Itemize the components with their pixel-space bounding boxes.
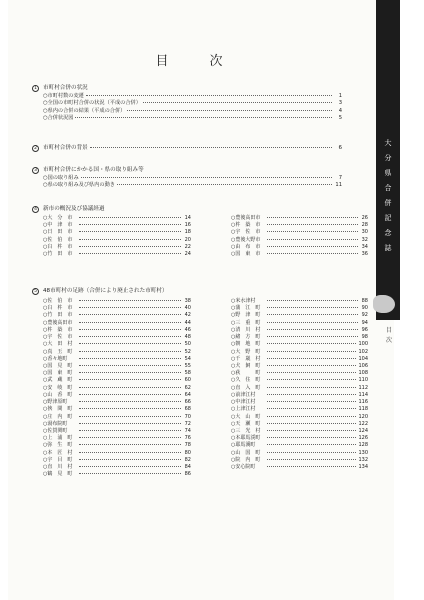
dot-leader [79, 372, 181, 373]
dot-leader [79, 423, 181, 424]
entry-label: ○香々地町 [43, 355, 68, 362]
dot-leader [79, 473, 181, 474]
dot-leader [79, 307, 181, 308]
entry-page-number: 100 [358, 341, 368, 348]
entry-label: ○宇 佐 市 [43, 334, 73, 341]
entry-label: ○蒲 江 町 [231, 305, 261, 312]
entry-page-number: 46 [184, 326, 191, 333]
toc-entry[interactable]: 2 市町村合併の背景 6 [32, 145, 342, 152]
dot-leader [267, 452, 356, 453]
toc-entry[interactable] [43, 377, 191, 384]
dot-leader [267, 444, 356, 445]
entry-label: ○真 玉 町 [43, 348, 73, 355]
entry-page-number: 32 [361, 236, 368, 243]
toc-entry[interactable] [231, 341, 368, 348]
toc-entry[interactable] [231, 442, 368, 449]
entry-label: ○犬 飼 町 [231, 362, 261, 369]
entry-label: ○弥 生 町 [43, 442, 73, 449]
dot-leader [79, 430, 181, 431]
entry-label: ○耶馬溪町 [231, 442, 256, 449]
spine-tab-label: 目 次 [385, 327, 392, 344]
dot-leader [267, 336, 358, 337]
oita-map-icon [373, 295, 395, 313]
entry-page-number: 50 [184, 341, 191, 348]
entry-page-number: 20 [184, 236, 191, 243]
entry-label: ○朝 地 町 [231, 341, 261, 348]
dot-leader [267, 466, 356, 467]
entry-label: ○佐 伯 市 [43, 236, 73, 243]
section-heading [32, 84, 342, 93]
entry-label: ○大 分 市 [43, 215, 73, 221]
entry-label: ○湯布院町 [43, 420, 68, 427]
entry-page-number: 132 [358, 456, 368, 463]
entry-label: ○竹 田 市 [43, 312, 73, 319]
toc-entry[interactable]: ○県の取り組み及び県内の動き 11 [43, 182, 342, 189]
dot-leader [267, 322, 358, 323]
entry-page-number: 36 [361, 251, 368, 258]
entry-label: ○国 東 町 [43, 370, 73, 377]
toc-column-left [43, 298, 191, 478]
dot-leader [79, 322, 181, 323]
dot-leader [79, 300, 181, 301]
entry-label: ○杵 築 市 [231, 222, 261, 229]
entry-label: ○緒 方 町 [231, 334, 261, 341]
entry-label: ○庄 内 町 [43, 413, 73, 420]
dot-leader [267, 329, 358, 330]
dot-leader [267, 416, 356, 417]
entry-page-number: 120 [358, 413, 368, 420]
toc-entry[interactable] [43, 237, 191, 244]
toc-entry[interactable] [43, 320, 191, 327]
entry-page-number: 38 [184, 298, 191, 304]
dot-leader [79, 394, 181, 395]
entry-page-number: 60 [184, 377, 191, 384]
section-title: 48市町村の足跡（合併により廃止された市町村） [43, 288, 168, 294]
dot-leader [267, 379, 356, 380]
dot-leader [267, 437, 356, 438]
entry-page-number: 72 [184, 420, 191, 427]
entry-page-number: 130 [358, 449, 368, 456]
toc-entry[interactable] [43, 327, 191, 334]
section-heading [32, 166, 342, 175]
dot-leader [267, 459, 356, 460]
entry-label: ○日 田 市 [43, 229, 73, 236]
dot-leader [267, 307, 358, 308]
entry-page-number: 30 [361, 229, 368, 236]
entry-label: ○本耶馬渓町 [231, 435, 261, 442]
toc-entry[interactable] [43, 385, 191, 392]
dot-leader [79, 466, 181, 467]
entry-label: ○山 香 町 [43, 391, 73, 398]
dot-leader [79, 452, 181, 453]
toc-entry[interactable]: ○全国の市町村合併の状況（平成の合併） 3 [43, 100, 342, 107]
dot-leader [79, 217, 181, 218]
entry-page-number: 106 [358, 362, 368, 369]
entry-label: ○前津江村 [231, 391, 256, 398]
dot-leader [79, 358, 181, 359]
section-title: 市町村合併にかかる国・県の取り組み等 [43, 167, 144, 173]
entry-label: ○野津原町 [43, 399, 68, 406]
entry-label: ○武 蔵 町 [43, 377, 73, 384]
entry-label: ○竹 田 市 [43, 251, 73, 258]
entry-page-number: 22 [184, 243, 191, 250]
dot-leader [79, 314, 181, 315]
dot-leader [79, 351, 181, 352]
toc-entry[interactable] [43, 244, 191, 251]
toc-entry[interactable] [43, 471, 191, 478]
entry-page-number: 55 [184, 362, 191, 369]
toc-entry[interactable] [231, 349, 368, 356]
toc-entry[interactable] [231, 320, 368, 327]
dot-leader [267, 239, 358, 240]
entry-page-number: 76 [184, 435, 191, 442]
dot-leader [79, 343, 181, 344]
dot-leader [79, 379, 181, 380]
dot-leader [267, 253, 358, 254]
document-page [8, 0, 394, 600]
entry-page-number: 58 [184, 370, 191, 377]
entry-page-number: 64 [184, 391, 191, 398]
section-5-columns [43, 298, 368, 478]
section-heading [32, 287, 352, 296]
entry-label: ○上津江村 [231, 406, 256, 413]
toc-entry[interactable] [231, 414, 368, 421]
entry-page-number: 44 [184, 319, 191, 326]
toc-entry[interactable] [43, 312, 191, 319]
entry-page-number: 84 [184, 464, 191, 471]
entry-label: ○由 布 市 [231, 243, 261, 250]
toc-entry[interactable] [43, 392, 191, 399]
dot-leader [79, 408, 181, 409]
section-title: 新市の概況及び協議経過 [43, 206, 105, 212]
entry-label: ○天 瀬 町 [231, 420, 261, 427]
entry-page-number: 124 [358, 427, 368, 434]
entry-label: ○鶴 見 町 [43, 471, 73, 478]
section-number: 5 [32, 288, 39, 295]
entry-label: ○佐賀関町 [43, 427, 68, 434]
entry-label: ○大 田 村 [43, 341, 73, 348]
entry-page-number: 114 [358, 391, 368, 398]
entry-page-number: 80 [184, 449, 191, 456]
entry-label: ○豊後大野市 [231, 236, 261, 243]
dot-leader [267, 365, 356, 366]
dot-leader [267, 300, 358, 301]
entry-page-number: 40 [184, 305, 191, 312]
dot-leader [267, 430, 356, 431]
toc-entry[interactable] [43, 251, 191, 258]
dot-leader [267, 423, 356, 424]
entry-label: ○豊後高田市 [231, 215, 261, 221]
dot-leader [267, 401, 356, 402]
entry-label: ○山 国 町 [231, 449, 261, 456]
dot-leader [267, 394, 356, 395]
entry-page-number: 122 [358, 420, 368, 427]
entry-page-number: 26 [361, 215, 368, 221]
entry-label: ○臼 杵 市 [43, 243, 73, 250]
entry-label: ○直 入 町 [231, 384, 261, 391]
dot-leader [267, 314, 358, 315]
entry-page-number: 102 [358, 348, 368, 355]
section-title: 市町村合併の状況 [43, 85, 88, 91]
dot-leader [79, 437, 181, 438]
dot-leader [79, 387, 181, 388]
toc-entry[interactable]: ○国の取り組み 7 [43, 175, 342, 181]
page-title: 目 次 [155, 54, 237, 69]
toc-entry[interactable] [231, 251, 368, 258]
toc-entry[interactable]: ○県内の合併の結果（平成の合併） 4 [43, 107, 342, 114]
dot-leader [267, 358, 356, 359]
entry-label: ○宇 目 町 [43, 456, 73, 463]
dot-leader [79, 329, 181, 330]
entry-label: ○中 津 市 [43, 222, 73, 229]
toc-entry[interactable] [231, 392, 368, 399]
entry-page-number: 24 [184, 251, 191, 258]
entry-label: ○三 光 村 [231, 427, 261, 434]
entry-page-number: 52 [184, 348, 191, 355]
entry-label: ○中津江村 [231, 399, 256, 406]
dot-leader [267, 372, 356, 373]
entry-page-number: 68 [184, 406, 191, 413]
section-2 [32, 145, 342, 152]
section-number: 2 [32, 145, 39, 152]
toc-entry[interactable] [43, 406, 191, 413]
dot-leader [79, 459, 181, 460]
entry-page-number: 116 [358, 399, 368, 406]
section-number: 4 [32, 206, 39, 213]
entry-label: ○本 匠 村 [43, 449, 73, 456]
entry-label: ○上 浦 町 [43, 435, 73, 442]
toc-entry[interactable] [231, 457, 368, 464]
dot-leader [267, 408, 356, 409]
toc-entry[interactable] [43, 229, 191, 236]
entry-page-number: 18 [184, 229, 191, 236]
entry-page-number: 94 [361, 319, 368, 326]
entry-page-number: 88 [361, 298, 368, 304]
entry-label: ○久 住 町 [231, 377, 261, 384]
entry-page-number: 90 [361, 305, 368, 312]
entry-page-number: 98 [361, 334, 368, 341]
entry-label: ○直 川 村 [43, 464, 73, 471]
entry-page-number: 42 [184, 312, 191, 319]
section-title: 市町村合併の背景 [43, 145, 88, 151]
entry-label: ○安心院町 [231, 464, 256, 471]
entry-page-number: 86 [184, 471, 191, 478]
toc-entry[interactable] [43, 457, 191, 464]
dot-leader [267, 217, 358, 218]
dot-leader [79, 224, 181, 225]
entry-label: ○国 東 市 [231, 251, 261, 258]
entry-page-number: 48 [184, 334, 191, 341]
entry-page-number: 104 [358, 355, 368, 362]
toc-entry[interactable] [231, 450, 368, 457]
section-3 [32, 166, 342, 190]
entry-page-number: 96 [361, 326, 368, 333]
entry-page-number: 74 [184, 427, 191, 434]
entry-page-number: 112 [358, 384, 368, 391]
dot-leader [267, 387, 356, 388]
dot-leader [267, 231, 358, 232]
section-number: 1 [32, 85, 39, 92]
toc-entry[interactable] [43, 442, 191, 449]
toc-column-left [43, 215, 191, 258]
entry-label: ○米水津村 [231, 298, 256, 304]
entry-page-number: 78 [184, 442, 191, 449]
toc-entry[interactable] [231, 406, 368, 413]
entry-page-number: 110 [358, 377, 368, 384]
section-heading [32, 205, 352, 214]
toc-entry[interactable] [231, 421, 368, 428]
toc-entry[interactable] [231, 244, 368, 251]
entry-label: ○清 川 村 [231, 326, 261, 333]
toc-entry[interactable] [231, 464, 368, 471]
entry-label: ○大 山 町 [231, 413, 261, 420]
entry-label: ○国 見 町 [43, 362, 73, 369]
entry-page-number: 70 [184, 413, 191, 420]
toc-entry[interactable] [231, 237, 368, 244]
entry-label: ○院 内 町 [231, 456, 261, 463]
toc-entry[interactable] [43, 341, 191, 348]
dot-leader [79, 401, 181, 402]
toc-entry[interactable] [231, 356, 368, 363]
dot-leader [79, 365, 181, 366]
entry-page-number: 108 [358, 370, 368, 377]
entry-page-number: 118 [358, 406, 368, 413]
toc-entry[interactable]: ○市町村数の変遷 1 [43, 93, 342, 99]
dot-leader [79, 253, 181, 254]
toc-entry[interactable] [43, 356, 191, 363]
dot-leader [267, 343, 356, 344]
section-1 [32, 84, 342, 123]
entry-page-number: 66 [184, 399, 191, 406]
spine-title: 大 分 県 合 併 記 念 誌 [384, 139, 392, 252]
toc-entry[interactable] [43, 450, 191, 457]
entry-label: ○杵 築 市 [43, 326, 73, 333]
dot-leader [267, 351, 356, 352]
entry-page-number: 54 [184, 355, 191, 362]
toc-entry[interactable] [231, 312, 368, 319]
entry-label: ○荻 町 [231, 370, 261, 377]
dot-leader [79, 416, 181, 417]
toc-entry[interactable] [43, 421, 191, 428]
toc-column-right [231, 215, 368, 258]
section-4-columns [43, 215, 368, 258]
entry-label: ○宇 佐 市 [231, 229, 261, 236]
entry-label: ○佐 伯 市 [43, 298, 73, 304]
toc-column-right [231, 298, 368, 478]
entry-label: ○臼 杵 市 [43, 305, 73, 312]
entry-page-number: 134 [358, 464, 368, 471]
entry-page-number: 14 [184, 215, 191, 221]
section-5 [32, 287, 352, 296]
entry-label: ○安 岐 町 [43, 384, 73, 391]
entry-page-number: 34 [361, 243, 368, 250]
entry-label: ○千 歳 村 [231, 355, 261, 362]
toc-entry[interactable] [43, 414, 191, 421]
toc-entry[interactable] [231, 327, 368, 334]
entry-label: ○豊後高田市 [43, 319, 73, 326]
entry-page-number: 126 [358, 435, 368, 442]
dot-leader [79, 444, 181, 445]
dot-leader [79, 239, 181, 240]
entry-page-number: 82 [184, 456, 191, 463]
toc-entry[interactable] [231, 377, 368, 384]
entry-label: ○野 津 町 [231, 312, 261, 319]
section-4 [32, 205, 352, 214]
spine-band [376, 0, 400, 320]
entry-page-number: 28 [361, 222, 368, 229]
entry-label: ○挾 間 町 [43, 406, 73, 413]
entry-label: ○大 野 町 [231, 348, 261, 355]
entry-page-number: 16 [184, 222, 191, 229]
dot-leader [267, 246, 358, 247]
toc-entry[interactable] [43, 349, 191, 356]
entry-page-number: 62 [184, 384, 191, 391]
toc-entry[interactable] [231, 385, 368, 392]
entry-label: ○三 重 町 [231, 319, 261, 326]
section-number: 3 [32, 167, 39, 174]
dot-leader [267, 224, 358, 225]
dot-leader [79, 246, 181, 247]
entry-page-number: 92 [361, 312, 368, 319]
dot-leader [79, 336, 181, 337]
dot-leader [79, 231, 181, 232]
toc-entry[interactable] [231, 229, 368, 236]
toc-entry[interactable]: ○合併状況図 5 [43, 115, 342, 122]
entry-page-number: 128 [358, 442, 368, 449]
